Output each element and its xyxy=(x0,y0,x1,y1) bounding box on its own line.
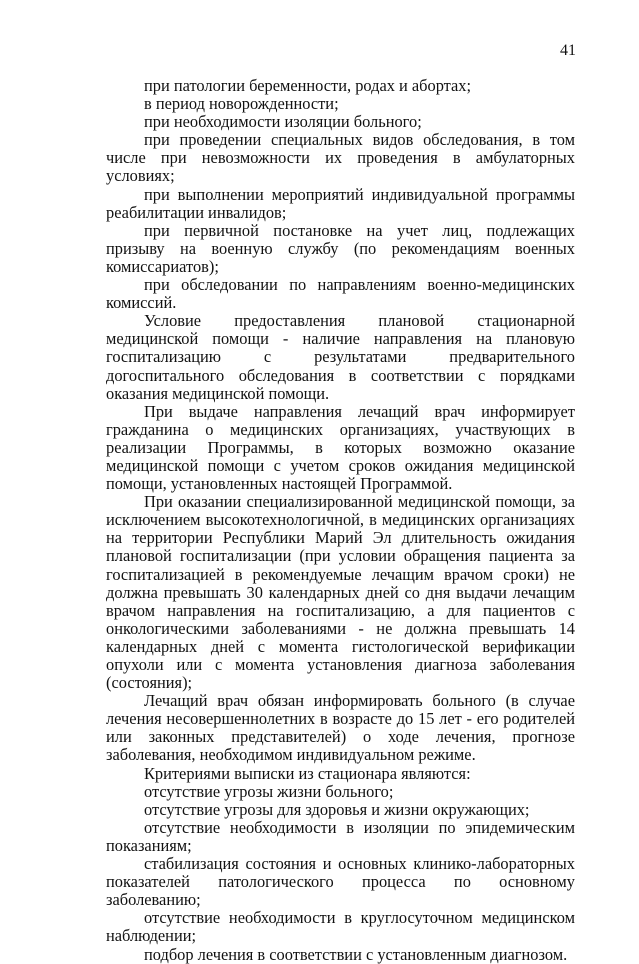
document-body xyxy=(106,77,575,964)
paragraph-treatment-selection: подбор лечения в соответствии с установленным диагнозом. xyxy=(144,944,568,964)
paragraph-planned-care-condition: Условие предоставления плановой стационарной медицинской помощи - наличие направления на плановую госпитализацию с результатами предварительного догоспитального обследования в соответствии с порядками оказания медицинской помощи. xyxy=(106,311,575,403)
paragraph-no-life-threat: отсутствие угрозы жизни больного; xyxy=(144,781,394,801)
paragraph-military-registration: при первичной постановке на учет лиц, подлежащих призыву на военную службу (по рекомендациям военных комиссариатов); xyxy=(106,220,575,276)
paragraph-special-examination: при проведении специальных видов обследования, в том числе при невозможности их проведения в амбулаторных условиях; xyxy=(106,130,575,186)
paragraph-no-isolation-need: отсутствие необходимости в изоляции по эпидемическим показаниям; xyxy=(106,817,575,855)
paragraph-waiting-time: При оказании специализированной медицинской помощи, за исключением высокотехнологичной, в медицинских организациях на территории Республики Марий Эл длительность ожидания плановой госпитализации (при условии обращения пациента за госпитализацией в рекомендуемые лечащим врачом сроки) не должна превышать 30 календарных дней со дня выдачи лечащим врачом направления на госпитализацию, а для пациентов с онкологическими заболеваниями - не должна превышать 14 календарных дней с момента гистологической верификации опухоли или с момента установления диагноза заболевания (состояния); xyxy=(106,492,575,693)
paragraph-doctor-obligation: Лечащий врач обязан информировать больного (в случае лечения несовершеннолетних в возрасте до 15 лет - его родителей или законных представителей) о ходе лечения, прогнозе заболевания, необходимом индивидуальном режиме. xyxy=(106,691,575,765)
paragraph-isolation: при необходимости изоляции больного; xyxy=(144,112,422,132)
paragraph-no-threat-to-others: отсутствие угрозы для здоровья и жизни окружающих; xyxy=(144,799,530,819)
paragraph-rehabilitation: при выполнении мероприятий индивидуальной программы реабилитации инвалидов; xyxy=(106,184,575,222)
paragraph-pregnancy: при патологии беременности, родах и абортах; xyxy=(144,76,472,95)
paragraph-no-round-the-clock-observation: отсутствие необходимости в круглосуточном медицинском наблюдении; xyxy=(106,908,575,946)
paragraph-discharge-criteria: Критериями выписки из стационара являются: xyxy=(144,763,471,783)
paragraph-newborn: в период новорожденности; xyxy=(144,94,339,114)
paragraph-military-commission: при обследовании по направлениям военно-медицинских комиссий. xyxy=(106,275,575,313)
page-number: 41 xyxy=(560,42,576,59)
paragraph-stabilization: стабилизация состояния и основных клинико-лабораторных показателей патологического процесса по основному заболеванию; xyxy=(106,854,575,910)
paragraph-referral-information: При выдаче направления лечащий врач информирует гражданина о медицинских организациях, участвующих в реализации Программы, в которых возможно оказание медицинской помощи с учетом сроков ожидания медицинской помощи, установленных настоящей Программой. xyxy=(106,401,575,494)
